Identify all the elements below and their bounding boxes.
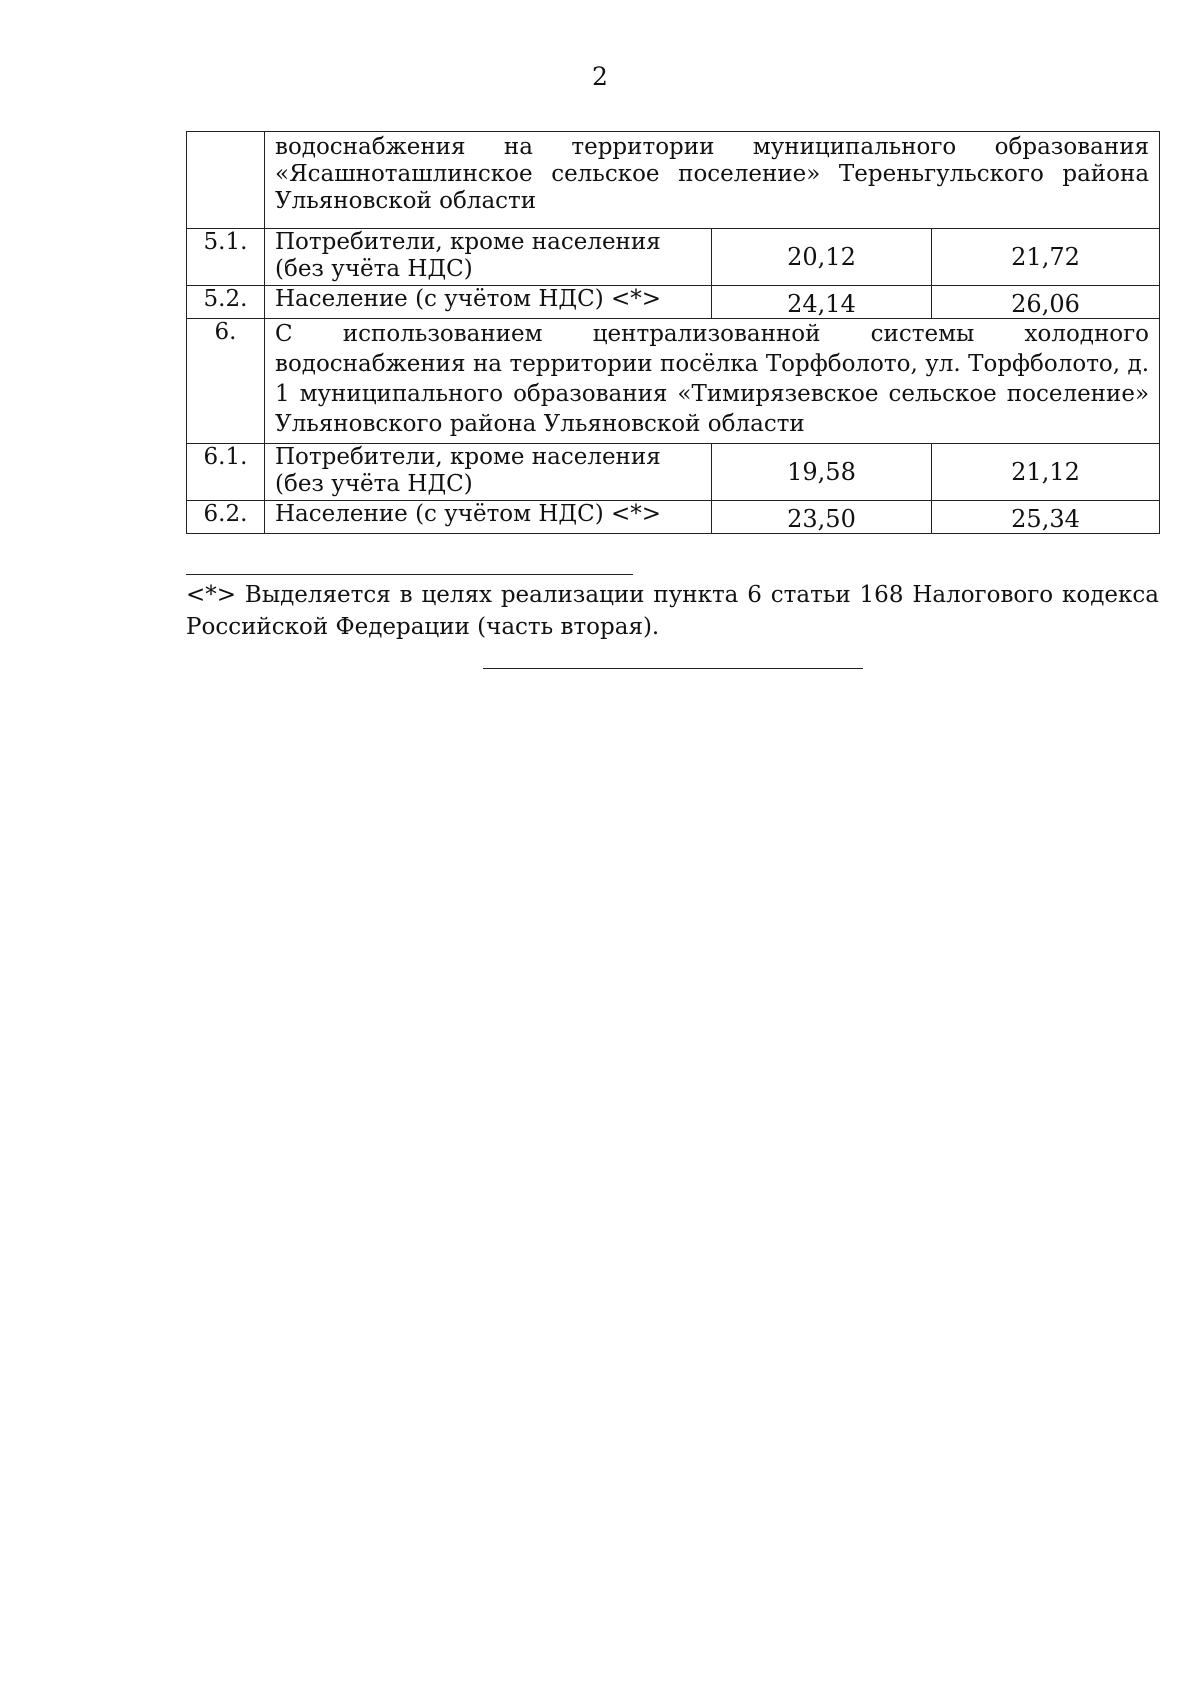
section-description: С использованием централизованной системы холодного водоснабжения на территории посёлка Торфболото, ул. Торфболото, д. 1 муниципального образования «Тимирязевское сельское поселение» Ульяновского района Ульяновской области — [265, 319, 1160, 444]
end-of-document-line — [483, 668, 863, 669]
tariff-table — [186, 131, 1160, 534]
tariff-value-1: 24,14 — [712, 286, 932, 319]
tariff-value-1: 23,50 — [712, 501, 932, 534]
footnote: <*> Выделяется в целях реализации пункта 6 статьи 168 Налогового кодекса Российской Федерации (часть вторая). — [186, 582, 1159, 640]
table-row — [187, 319, 1160, 444]
row-number: 6. — [187, 319, 265, 444]
tariff-value-2: 25,34 — [932, 501, 1160, 534]
tariff-value-1: 20,12 — [712, 229, 932, 286]
row-number: 5.1. — [187, 229, 265, 286]
table-row — [187, 501, 1160, 534]
page-number: 2 — [592, 62, 608, 91]
row-number: 6.1. — [187, 444, 265, 501]
tariff-value-2: 21,72 — [932, 229, 1160, 286]
footnote-separator — [186, 574, 633, 575]
tariff-value-1: 19,58 — [712, 444, 932, 501]
section-description: водоснабжения на территории муниципального образования «Ясашноташлинское сельское поселение» Тереньгульского района Ульяновской области — [265, 132, 1160, 229]
consumer-label: Население (с учётом НДС) <*> — [265, 501, 712, 534]
table-row — [187, 444, 1160, 501]
consumer-label: Потребители, кроме населения (без учёта НДС) — [265, 444, 712, 501]
table-row — [187, 132, 1160, 229]
tariff-value-2: 26,06 — [932, 286, 1160, 319]
table-row — [187, 286, 1160, 319]
row-number: 6.2. — [187, 501, 265, 534]
tariff-value-2: 21,12 — [932, 444, 1160, 501]
row-number — [187, 132, 265, 229]
table-row — [187, 229, 1160, 286]
consumer-label: Потребители, кроме населения (без учёта НДС) — [265, 229, 712, 286]
consumer-label: Население (с учётом НДС) <*> — [265, 286, 712, 319]
row-number: 5.2. — [187, 286, 265, 319]
